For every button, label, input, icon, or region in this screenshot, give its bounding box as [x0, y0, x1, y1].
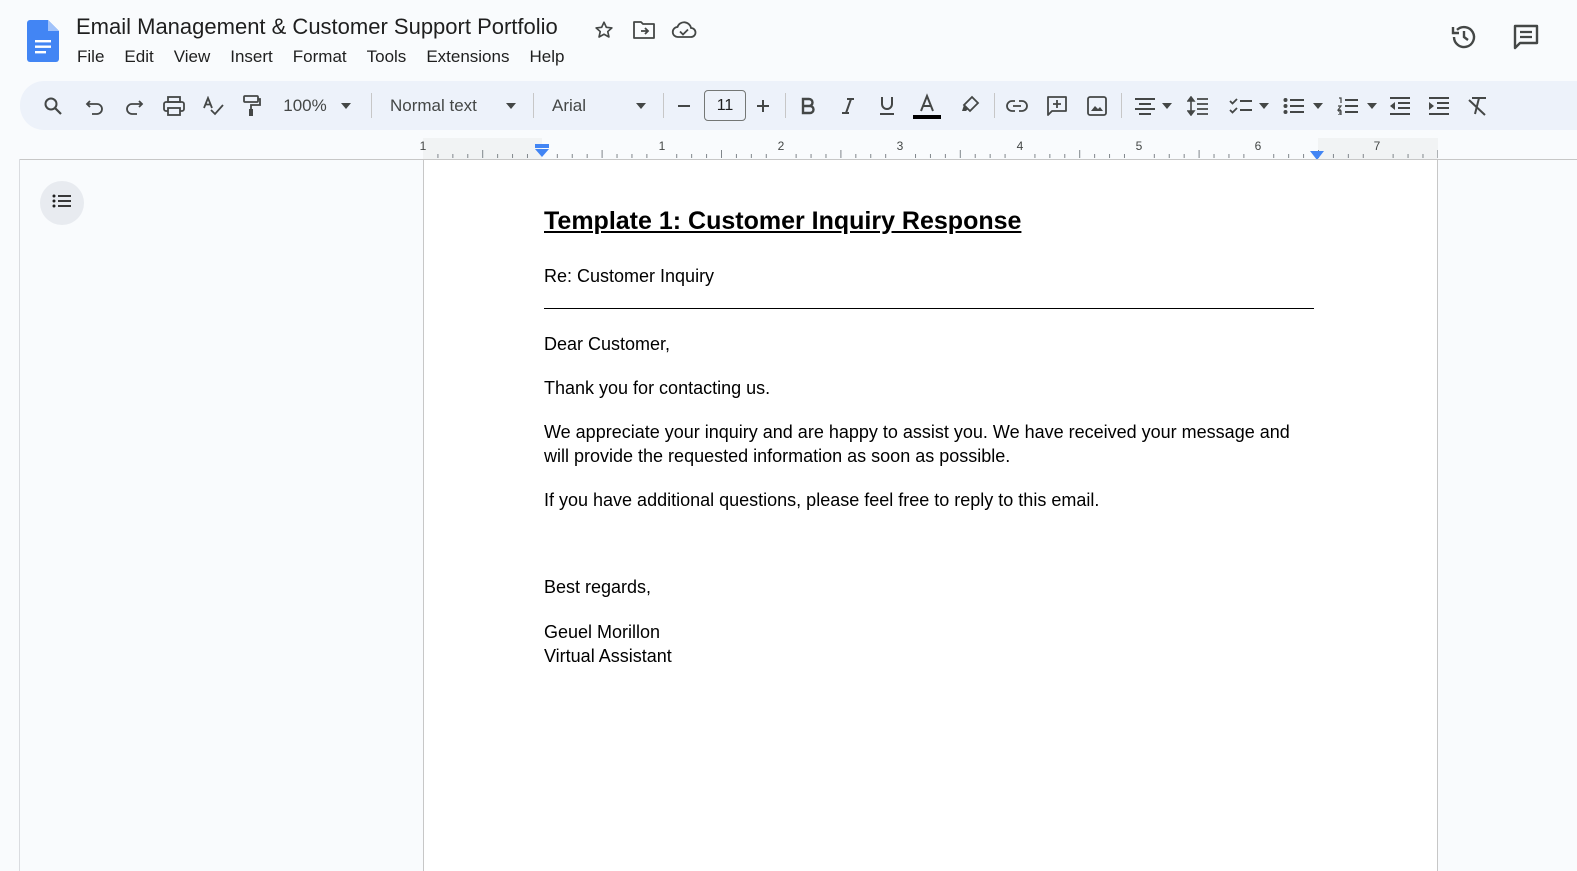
body-paragraph-line-1: We appreciate your inquiry and are happy to assist you. We have received your message and — [544, 422, 1290, 442]
checklist-icon[interactable] — [1227, 93, 1271, 119]
style-select[interactable] — [390, 93, 516, 119]
chevron-down-icon — [636, 103, 646, 109]
increase-indent-icon[interactable] — [1426, 93, 1452, 119]
greeting-paragraph: Dear Customer, — [544, 334, 671, 354]
toolbar-divider — [663, 93, 664, 118]
align-center-icon[interactable] — [1132, 93, 1174, 119]
ruler-mark: 2 — [777, 139, 785, 153]
underline-icon[interactable] — [874, 93, 900, 119]
toolbar-divider — [994, 93, 995, 118]
highlight-color-icon[interactable] — [957, 93, 983, 119]
menu-format[interactable]: Format — [292, 47, 347, 66]
ruler-mark: 1 — [419, 139, 427, 153]
docs-logo-icon[interactable] — [27, 20, 59, 62]
outline-list-icon — [52, 194, 72, 213]
chevron-down-icon — [341, 103, 351, 109]
menu-tools[interactable]: Tools — [366, 47, 407, 66]
cloud-status-icon[interactable] — [671, 17, 697, 43]
bold-icon[interactable] — [795, 93, 821, 119]
signature-role: Virtual Assistant — [544, 646, 672, 666]
zoom-select[interactable] — [282, 93, 352, 119]
closing-paragraph: Best regards, — [544, 577, 652, 597]
insert-link-icon[interactable] — [1004, 93, 1030, 119]
italic-icon[interactable] — [835, 93, 861, 119]
horizontal-ruler[interactable] — [419, 138, 1438, 160]
menu-view[interactable]: View — [173, 47, 211, 66]
toolbar-divider — [533, 93, 534, 118]
undo-icon[interactable] — [82, 93, 108, 119]
line-spacing-icon[interactable] — [1185, 93, 1211, 119]
font-value: Arial — [552, 96, 587, 115]
thanks-paragraph: Thank you for contacting us. — [544, 378, 771, 398]
paint-format-icon[interactable] — [238, 93, 264, 119]
document-outline-button[interactable] — [40, 181, 84, 225]
chevron-down-icon — [506, 103, 516, 109]
ruler-mark: 5 — [1135, 139, 1143, 153]
ruler-mark: 1 — [658, 139, 666, 153]
add-comment-icon[interactable] — [1044, 93, 1070, 119]
signature-name: Geuel Morillon — [544, 622, 661, 642]
font-size-input[interactable]: 11 — [704, 90, 746, 121]
spellcheck-icon[interactable] — [200, 93, 226, 119]
menu-bar — [67, 45, 574, 69]
decrease-indent-icon[interactable] — [1387, 93, 1413, 119]
zoom-value: 100% — [283, 96, 327, 115]
font-select[interactable] — [552, 93, 646, 119]
toolbar-divider — [1121, 93, 1122, 118]
ruler-mark: 7 — [1373, 139, 1381, 153]
history-icon[interactable] — [1447, 20, 1481, 54]
menu-edit[interactable]: Edit — [124, 47, 154, 66]
insert-image-icon[interactable] — [1084, 93, 1110, 119]
subject-line: Re: Customer Inquiry — [544, 266, 715, 286]
template-heading: Template 1: Customer Inquiry Response — [544, 207, 1022, 235]
style-value: Normal text — [390, 96, 477, 115]
text-color-icon[interactable] — [912, 92, 942, 122]
search-menus-icon[interactable] — [40, 93, 66, 119]
body-paragraph-line-2: will provide the requested information as soon as possible. — [544, 446, 1011, 466]
top-bar — [0, 0, 1577, 80]
canvas-edge — [19, 159, 20, 871]
menu-help[interactable]: Help — [529, 47, 565, 66]
increase-font-size-icon[interactable] — [750, 93, 776, 119]
clear-formatting-icon[interactable] — [1465, 93, 1491, 119]
menu-extensions[interactable]: Extensions — [426, 47, 510, 66]
move-folder-icon[interactable] — [631, 17, 657, 43]
redo-icon[interactable] — [121, 93, 147, 119]
print-icon[interactable] — [161, 93, 187, 119]
numbered-list-icon[interactable] — [1335, 93, 1379, 119]
formatting-toolbar — [20, 81, 1577, 130]
toolbar-divider — [371, 93, 372, 118]
menu-insert[interactable]: Insert — [230, 47, 273, 66]
star-icon[interactable] — [591, 17, 617, 43]
ruler-mark: 4 — [1016, 139, 1024, 153]
document-page[interactable] — [423, 160, 1438, 871]
horizontal-rule — [544, 308, 1314, 309]
followup-paragraph: If you have additional questions, please feel free to reply to this email. — [544, 490, 1100, 510]
menu-file[interactable]: File — [77, 47, 105, 66]
bulleted-list-icon[interactable] — [1281, 93, 1325, 119]
ruler-mark: 6 — [1254, 139, 1262, 153]
document-title[interactable]: Email Management & Customer Support Portfolio — [76, 14, 558, 39]
ruler-mark: 3 — [896, 139, 904, 153]
comments-icon[interactable] — [1509, 20, 1543, 54]
decrease-font-size-icon[interactable] — [671, 93, 697, 119]
toolbar-divider — [785, 93, 786, 118]
